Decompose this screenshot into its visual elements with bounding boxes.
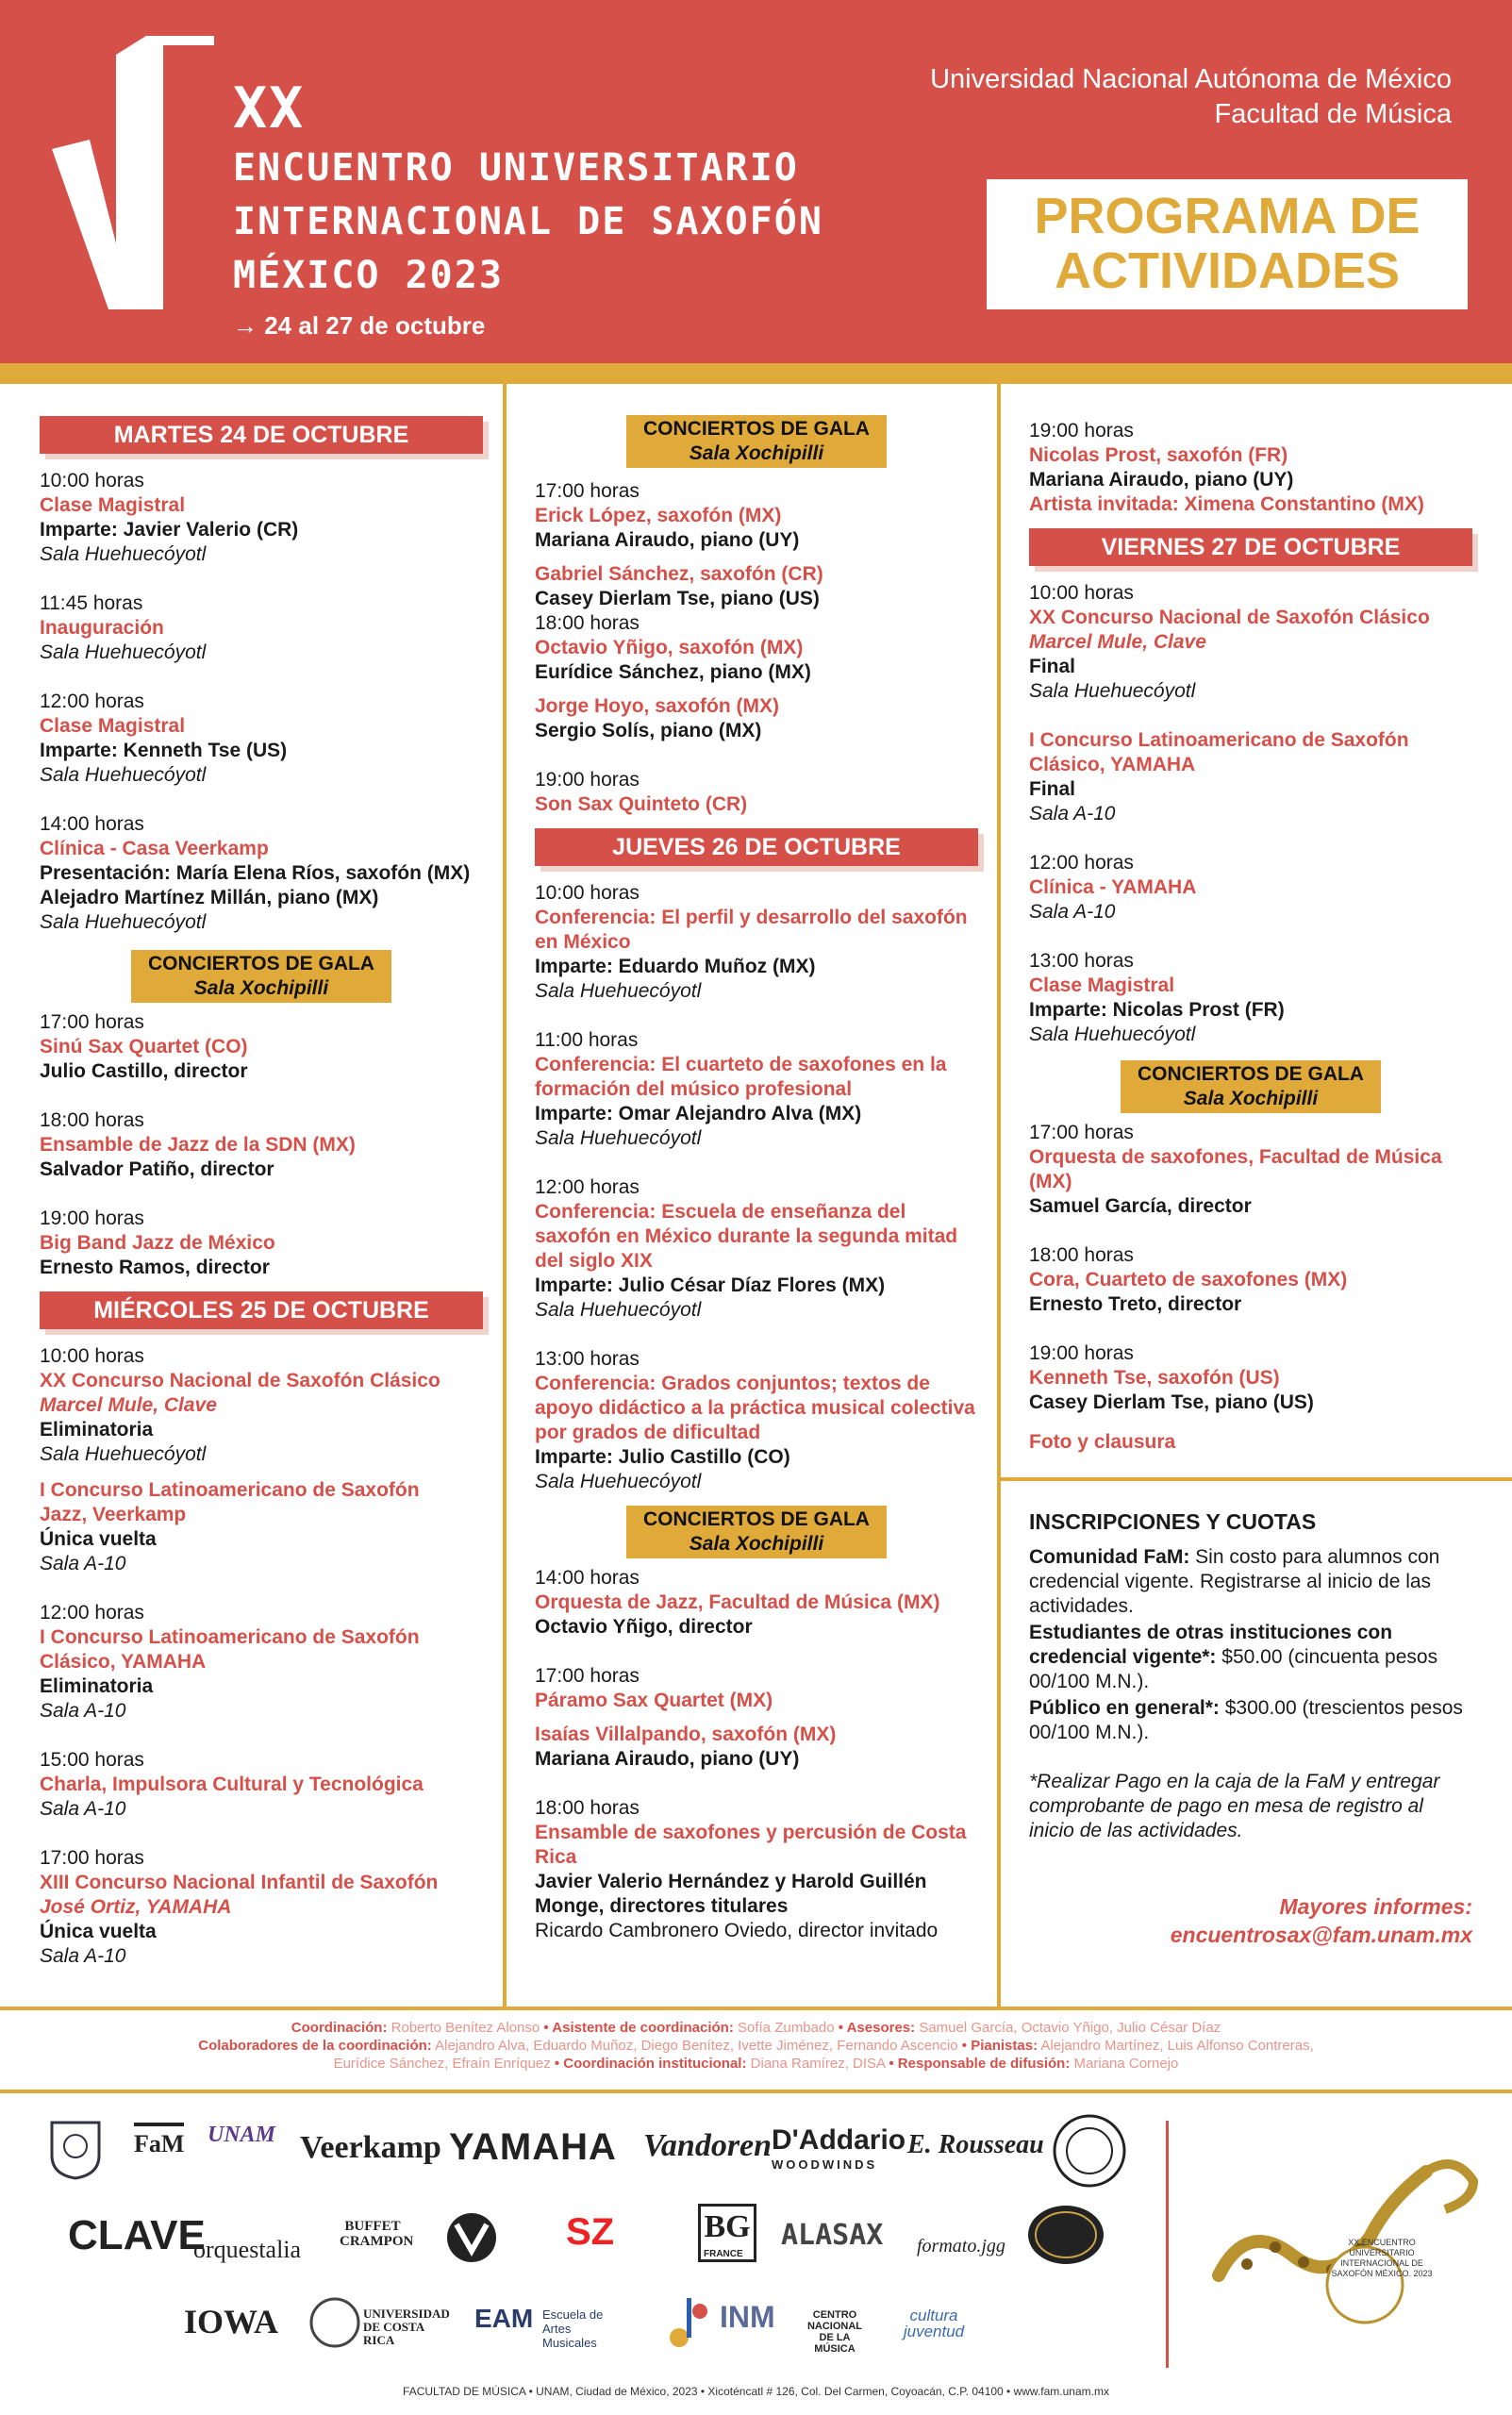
fee-label: Comunidad FaM:: [1029, 1546, 1190, 1568]
event-detail: Imparte: Nicolas Prost (FR): [1029, 999, 1285, 1021]
event-time: 12:00 horas: [1029, 852, 1134, 874]
event: [535, 1175, 978, 1323]
fee-text: $50.00 (cincuenta pesos 00/100 M.N.).: [1029, 1646, 1438, 1692]
event-room: Sala Huehuecóyotl: [40, 641, 207, 663]
logo-divider: [1166, 2121, 1169, 2368]
ucr-logo: UNIVERSIDAD DE COSTA RICA: [363, 2307, 450, 2347]
eam-label: Escuela de Artes Musicales: [542, 2307, 604, 2350]
event-title: I Concurso Latinoamericano de Saxofón: [40, 1479, 420, 1501]
registration-title: INSCRIPCIONES Y CUOTAS: [1029, 1509, 1317, 1534]
event-detail: Única vuelta: [40, 1921, 157, 1942]
event-detail: Mariana Airaudo, piano (UY): [1029, 469, 1294, 491]
gala-banner: [1121, 1060, 1381, 1113]
oval-seal-icon: [1026, 2204, 1105, 2266]
registration-section: [1029, 1509, 1472, 1949]
buffet-crampon-logo: BUFFET CRAMPON: [340, 2219, 414, 2249]
event-time: 10:00 horas: [40, 470, 144, 491]
yamaha-logo: YAMAHA: [449, 2126, 617, 2168]
event-title: I Concurso Latinoamericano de Saxofón Clásico, YAMAHA: [1029, 729, 1409, 775]
event-room: Sala A-10: [1029, 803, 1116, 824]
formato-logo: formato.jgg: [917, 2236, 1005, 2257]
event-title: Clase Magistral: [1029, 974, 1175, 996]
event: [40, 1846, 483, 1969]
event: [40, 591, 483, 665]
bg-logo: BG: [698, 2204, 756, 2262]
centro-nacional-logo: CENTRO NACIONAL DE LA MÚSICA: [806, 2309, 863, 2355]
event-time: 15:00 horas: [40, 1749, 144, 1771]
event: [535, 479, 978, 553]
credit-value: Eurídice Sánchez, Efraín Enríquez: [333, 2056, 551, 2072]
event-guest: Artista invitada: Ximena Constantino (MX): [1029, 493, 1424, 515]
event-detail: Javier Valerio Hernández y Harold Guillén Monge, directores titulares: [535, 1871, 927, 1917]
event-time: 18:00 horas: [40, 1109, 144, 1131]
rousseau-logo: E. Rousseau: [907, 2130, 1044, 2159]
column-1: [40, 416, 483, 1969]
event-time: 18:00 horas: [1029, 1244, 1134, 1266]
event-room: Sala Huehuecóyotl: [40, 764, 207, 786]
event-title: Kenneth Tse, saxofón (US): [1029, 1367, 1280, 1389]
event-time: 12:00 horas: [40, 691, 144, 712]
event-title: XIII Concurso Nacional Infantil de Saxofón: [40, 1872, 439, 1893]
event-time: 17:00 horas: [535, 480, 640, 502]
university-name: Universidad Nacional Autónoma de México: [930, 64, 1452, 94]
event-detail: Única vuelta: [40, 1528, 157, 1550]
event: [1029, 1430, 1472, 1455]
event: [535, 562, 978, 611]
contact-email[interactable]: encuentrosax@fam.unam.mx: [1170, 1923, 1472, 1947]
event-detail: Ernesto Treto, director: [1029, 1293, 1242, 1315]
event-title: Conferencia: El perfil y desarrollo del saxofón en México: [535, 907, 968, 953]
day-header-tuesday: MARTES 24 DE OCTUBRE: [40, 416, 483, 454]
event-time: 14:00 horas: [40, 813, 144, 835]
credit-value: Diana Ramírez, DISA: [750, 2056, 886, 2072]
event-title: Páramo Sax Quartet (MX): [535, 1690, 773, 1711]
event-title: I Concurso Latinoamericano de Saxofón: [40, 1626, 420, 1648]
event: [40, 690, 483, 788]
fam-logo: FaM: [134, 2123, 184, 2158]
event-time: 17:00 horas: [1029, 1122, 1134, 1143]
event: [40, 469, 483, 567]
bg-france-label: FRANCE: [704, 2249, 743, 2259]
event-time: 10:00 horas: [535, 882, 640, 904]
unam-logo: UNAM: [208, 2123, 276, 2147]
event: [535, 1347, 978, 1494]
event-title: Orquesta de saxofones, Facultad de Música (MX): [1029, 1146, 1442, 1192]
section-divider: [0, 2090, 1512, 2093]
credit-label: • Asesores:: [838, 2020, 916, 2036]
event: [40, 1601, 483, 1724]
gala-label: CONCIERTOS DE GALA: [643, 418, 870, 440]
event: [40, 1478, 483, 1576]
event-title: ENCUENTRO UNIVERSITARIO INTERNACIONAL DE SAXOFÓN MÉXICO 2023: [233, 146, 823, 297]
event-title: Cora, Cuarteto de saxofones (MX): [1029, 1269, 1348, 1291]
event-title: Nicolas Prost, saxofón (FR): [1029, 444, 1288, 466]
event-time: 10:00 horas: [1029, 582, 1134, 604]
faculty-name: Facultad de Música: [1214, 99, 1452, 129]
event-time: 19:00 horas: [1029, 420, 1134, 441]
event-time: 13:00 horas: [535, 1348, 640, 1370]
veerkamp-logo: Veerkamp: [300, 2130, 441, 2165]
orquestalia-logo: orquestalia: [193, 2236, 302, 2263]
ucr-seal-icon: [308, 2296, 361, 2349]
event: [535, 1664, 978, 1713]
event-time: 18:00 horas: [535, 612, 640, 634]
event-title: Clase Magistral: [40, 715, 186, 737]
event-title: Conferencia: El cuarteto de saxofones en la formación del músico profesional: [535, 1054, 947, 1100]
event: [535, 1796, 978, 1943]
event-title: Ensamble de Jazz de la SDN (MX): [40, 1134, 356, 1156]
event-time: 10:00 horas: [40, 1345, 144, 1367]
event: [535, 768, 978, 817]
institution: [930, 62, 1452, 132]
event: [535, 611, 978, 685]
event-title: Clase Magistral: [40, 494, 186, 516]
event-detail: Eurídice Sánchez, piano (MX): [535, 661, 811, 683]
event-detail: Salvador Patiño, director: [40, 1158, 274, 1180]
event-title: Son Sax Quinteto (CR): [535, 793, 748, 815]
event: [535, 1566, 978, 1640]
event-title: Clínica - YAMAHA: [1029, 876, 1197, 898]
event-detail: Octavio Yñigo, director: [535, 1616, 753, 1638]
inm-logo: INM: [720, 2300, 775, 2334]
event-detail: Imparte: Omar Alejandro Alva (MX): [535, 1103, 862, 1124]
event: [40, 1207, 483, 1280]
event-detail: Ricardo Cambronero Oviedo, director invitado: [535, 1920, 939, 1941]
payment-note: *Realizar Pago en la caja de la FaM y entregar comprobante de pago en mesa de registro al inicio de las actividades.: [1029, 1771, 1440, 1841]
event-detail: Mariana Airaudo, piano (UY): [535, 1748, 800, 1770]
event-detail: Eliminatoria: [40, 1675, 154, 1697]
fee-item: [1029, 1621, 1472, 1694]
fee-text: $300.00 (trescientos pesos 00/100 M.N.).: [1029, 1697, 1463, 1743]
event-detail: Imparte: Julio Castillo (CO): [535, 1446, 790, 1468]
credit-label: Coordinación:: [291, 2020, 388, 2036]
gala-banner: [626, 1506, 887, 1558]
event-detail: Imparte: Javier Valerio (CR): [40, 519, 299, 541]
event: [40, 1010, 483, 1084]
event-detail: Imparte: Kenneth Tse (US): [40, 740, 288, 761]
event-room: Sala Huehuecóyotl: [535, 980, 702, 1002]
column-divider: [997, 384, 1001, 2007]
unam-shield-icon: [47, 2118, 104, 2180]
gala-room: Sala Xochipilli: [689, 442, 824, 464]
event-time: 19:00 horas: [40, 1208, 144, 1229]
event: [1029, 851, 1472, 924]
event-detail: Final: [1029, 656, 1076, 677]
event-time: 12:00 horas: [40, 1602, 144, 1624]
event-detail: Julio Castillo, director: [40, 1060, 248, 1082]
credit-value: Alejandro Martínez, Luis Alfonso Contreras,: [1040, 2038, 1314, 2054]
event-title: José Ortiz, YAMAHA: [40, 1896, 232, 1918]
event-title: Orquesta de Jazz, Facultad de Música (MX): [535, 1591, 940, 1613]
event-detail: Casey Dierlam Tse, piano (US): [1029, 1391, 1314, 1413]
doctor-sax-icon: [443, 2209, 500, 2266]
event-detail: Mariana Airaudo, piano (UY): [535, 529, 800, 551]
event-time: 17:00 horas: [40, 1011, 144, 1033]
event-time: 11:00 horas: [535, 1029, 639, 1051]
cultura-juventud-logo: cultura juventud: [903, 2307, 965, 2340]
event-time: 18:00 horas: [535, 1797, 640, 1819]
fee-label: Estudiantes de otras instituciones con credencial vigente*:: [1029, 1622, 1393, 1668]
event-title: Charla, Impulsora Cultural y Tecnológica: [40, 1774, 424, 1795]
event-title: Foto y clausura: [1029, 1431, 1176, 1453]
event-room: Sala A-10: [40, 1553, 126, 1574]
day-header-friday: VIERNES 27 DE OCTUBRE: [1029, 528, 1472, 566]
credit-value: Samuel García, Octavio Yñigo, Julio César Díaz: [919, 2020, 1221, 2036]
event: [535, 1723, 978, 1772]
event-title: Erick López, saxofón (MX): [535, 505, 782, 526]
footer: FACULTAD DE MÚSICA • UNAM, Ciudad de México, 2023 • Xicoténcatl # 126, Col. Del Carmen, Coyoacán, C.P. 04100 • www.fam.unam.mx: [403, 2385, 1109, 2398]
event-time: 17:00 horas: [40, 1847, 144, 1869]
event: [1029, 1341, 1472, 1415]
event: [535, 881, 978, 1004]
event: [1029, 728, 1472, 826]
event-title: XX Concurso Nacional de Saxofón Clásico: [1029, 607, 1430, 628]
event-detail: Alejadro Martínez Millán, piano (MX): [40, 887, 379, 908]
gold-divider: [0, 363, 1512, 384]
gala-label: CONCIERTOS DE GALA: [643, 1508, 870, 1530]
event-title: Conferencia: Grados conjuntos; textos de apoyo didáctico a la práctica musical colectiva por grados de dificultad: [535, 1373, 975, 1443]
gala-label: CONCIERTOS DE GALA: [148, 953, 374, 974]
edition-number: XX: [233, 75, 306, 142]
saxophone-icon: [52, 26, 222, 309]
credit-value: Alejandro Alva, Eduardo Muñoz, Diego Benítez, Ivette Jiménez, Fernando Ascencio: [435, 2038, 958, 2054]
event-title: Jazz, Veerkamp: [40, 1504, 187, 1525]
event-room: Sala Huehuecóyotl: [535, 1127, 702, 1149]
event-detail: Presentación: María Elena Ríos, saxofón (MX): [40, 862, 471, 884]
fee-item: [1029, 1545, 1472, 1619]
event-time: 12:00 horas: [535, 1176, 640, 1198]
day-header-thursday: JUEVES 26 DE OCTUBRE: [535, 828, 978, 866]
event-title: Clínica - Casa Veerkamp: [40, 838, 269, 859]
fee-text: Sin costo para alumnos con credencial vigente. Registrarse al inicio de las actividades.: [1029, 1546, 1440, 1617]
event-title: Inauguración: [40, 617, 164, 639]
gala-banner: [626, 415, 887, 468]
event: [40, 1344, 483, 1467]
event-title: XX Concurso Nacional de Saxofón Clásico: [40, 1370, 440, 1391]
fee-label: Público en general*:: [1029, 1697, 1220, 1719]
event-room: Sala A-10: [1029, 901, 1116, 923]
event-title: Jorge Hoyo, saxofón (MX): [535, 695, 780, 717]
event-title: Clásico, YAMAHA: [40, 1651, 207, 1673]
event: [1029, 581, 1472, 704]
column-2: [535, 415, 978, 1943]
event-room: Sala A-10: [40, 1945, 126, 1967]
credit-label: • Asistente de coordinación:: [543, 2020, 734, 2036]
credit-label: • Coordinación institucional:: [554, 2056, 747, 2072]
emblem-caption: XX ENCUENTRO UNIVERSITARIO INTERNACIONAL DE SAXOFÓN MÉXICO. 2023: [1331, 2238, 1433, 2278]
day-header-wednesday: MIÉRCOLES 25 DE OCTUBRE: [40, 1291, 483, 1329]
event-time: 19:00 horas: [535, 769, 640, 791]
event-time: 19:00 horas: [1029, 1342, 1134, 1364]
credit-label: Colaboradores de la coordinación:: [198, 2038, 432, 2054]
gala-label: CONCIERTOS DE GALA: [1138, 1063, 1364, 1085]
daddario-logo: D'Addario: [772, 2124, 906, 2156]
event-room: Sala Huehuecóyotl: [40, 911, 207, 933]
event-title: Isaías Villalpando, saxofón (MX): [535, 1724, 837, 1745]
woodwinds-label: WOODWINDS: [772, 2157, 878, 2172]
event-time: 13:00 horas: [1029, 950, 1134, 972]
event-room: Sala Huehuecóyotl: [40, 1443, 207, 1465]
event-title: Sinú Sax Quartet (CO): [40, 1036, 248, 1058]
section-divider: [997, 1477, 1512, 1481]
event: [1029, 1243, 1472, 1317]
event-time: 14:00 horas: [535, 1567, 640, 1589]
credits-line: [0, 2055, 1512, 2073]
event-title: Gabriel Sánchez, saxofón (CR): [535, 563, 823, 585]
contact-label: Mayores informes:: [1279, 1894, 1472, 1919]
credit-label: • Pianistas:: [961, 2038, 1038, 2054]
event: [1029, 1121, 1472, 1219]
event-room: Sala Huehuecóyotl: [1029, 1024, 1196, 1045]
credits: [0, 2019, 1512, 2073]
program-title: PROGRAMA DE ACTIVIDADES: [987, 179, 1468, 309]
event-detail: Ernesto Ramos, director: [40, 1257, 270, 1278]
event-detail: Imparte: Julio César Díaz Flores (MX): [535, 1274, 886, 1296]
event-room: Sala A-10: [40, 1700, 126, 1722]
fee-item: [1029, 1696, 1472, 1745]
event-detail: Samuel García, director: [1029, 1195, 1252, 1217]
event-room: Sala Huehuecóyotl: [1029, 680, 1196, 702]
gala-room: Sala Xochipilli: [193, 977, 329, 999]
event-time: 11:45 horas: [40, 592, 143, 614]
event-dates: → 24 al 27 de octubre: [233, 311, 486, 340]
event-detail: Final: [1029, 778, 1076, 800]
music-note-icon: [660, 2292, 713, 2353]
event-title: Ensamble de saxofones y percusión de Costa Rica: [535, 1822, 967, 1868]
eam-logo: EAM: [474, 2304, 534, 2333]
column-3: [1029, 419, 1472, 1455]
event-room: Sala Huehuecóyotl: [40, 543, 207, 565]
section-divider: [0, 2007, 1512, 2010]
event: [40, 1108, 483, 1182]
event: [40, 812, 483, 935]
event-title: Conferencia: Escuela de enseñanza del saxofón en México durante la segunda mitad del siglo XIX: [535, 1201, 958, 1272]
alasax-logo: ALASAX: [781, 2219, 884, 2252]
event-title: Marcel Mule, Clave: [1029, 631, 1206, 653]
event-room: Sala Huehuecóyotl: [535, 1471, 702, 1492]
event: [40, 1748, 483, 1822]
column-divider: [503, 384, 507, 2007]
event-title: Big Band Jazz de México: [40, 1232, 275, 1254]
event-title: Marcel Mule, Clave: [40, 1394, 217, 1416]
sz-logo: SZ: [566, 2211, 615, 2253]
event: [1029, 419, 1472, 517]
credit-value: Sofía Zumbado: [738, 2020, 835, 2036]
event-time: 17:00 horas: [535, 1665, 640, 1687]
event-detail: Imparte: Eduardo Muñoz (MX): [535, 956, 816, 977]
credits-line: [0, 2037, 1512, 2055]
event-title: Octavio Yñigo, saxofón (MX): [535, 637, 804, 658]
event: [1029, 949, 1472, 1047]
gala-banner: [131, 950, 391, 1003]
seal-icon: [1052, 2113, 1127, 2189]
vandoren-logo: Vandoren: [643, 2128, 773, 2163]
event-detail: Casey Dierlam Tse, piano (US): [535, 588, 820, 609]
event: [535, 1028, 978, 1151]
event-room: Sala A-10: [40, 1798, 126, 1820]
credits-line: [0, 2019, 1512, 2037]
gala-room: Sala Xochipilli: [689, 1533, 824, 1555]
event-detail: Eliminatoria: [40, 1419, 154, 1441]
event-room: Sala Huehuecóyotl: [535, 1299, 702, 1321]
gala-room: Sala Xochipilli: [1183, 1088, 1319, 1109]
event: [535, 694, 978, 743]
credit-value: Mariana Cornejo: [1073, 2056, 1179, 2072]
clave-logo: CLAVE: [68, 2212, 206, 2258]
credit-label: • Responsable de difusión:: [889, 2056, 1071, 2072]
iowa-logo: IOWA: [184, 2303, 279, 2340]
event-detail: Sergio Solís, piano (MX): [535, 720, 762, 741]
credit-value: Roberto Benítez Alonso: [390, 2020, 540, 2036]
